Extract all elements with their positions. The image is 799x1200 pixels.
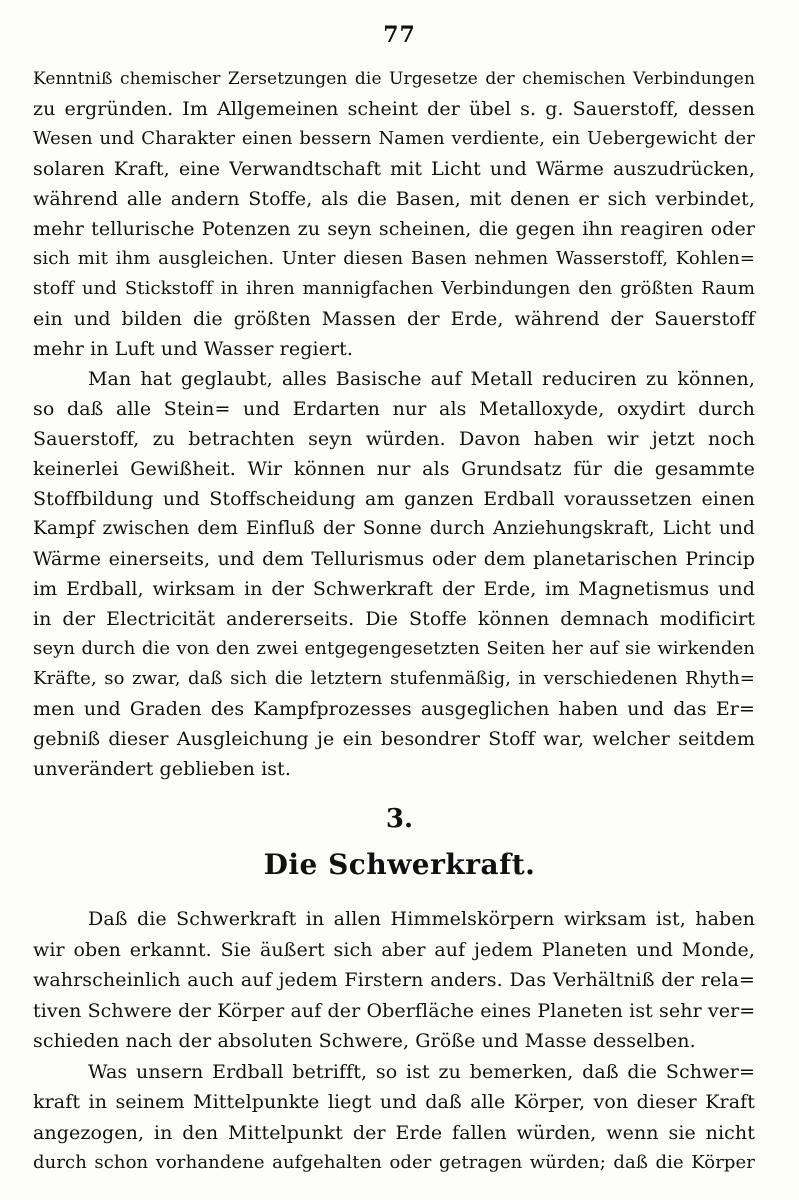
text-line: mehr in Luft und Wasser regiert. — [33, 338, 354, 360]
text-line: im Erdball, wirksam in der Schwerkraft der Erde, im Magnetismus und — [33, 578, 755, 600]
text-line: Wärme einerseits, und dem Tellurismus oder dem planetarischen Princip — [33, 548, 755, 570]
text-line: mehr tellurische Potenzen zu seyn scheinen, die gegen ihn reagiren oder — [33, 218, 755, 240]
text-line: kraft in seinem Mittelpunkte liegt und daß alle Körper, von dieser Kraft — [33, 1091, 755, 1113]
text-line: schieden nach der absoluten Schwere, Größe und Masse desselben. — [33, 1030, 696, 1052]
text-line: gebniß dieser Ausgleichung je ein besondrer Stoff war, welcher seitdem — [33, 728, 755, 750]
text-line: Sauerstoff, zu betrachten seyn würden. Davon haben wir jetzt noch — [33, 428, 755, 450]
text-line: zu ergründen. Im Allgemeinen scheint der übel s. g. Sauerstoff, dessen — [33, 98, 755, 120]
text-line: durch schon vorhandene aufgehalten oder getragen würden; daß die Körper — [33, 1152, 755, 1173]
text-line: unverändert geblieben ist. — [33, 758, 292, 780]
text-line: Stoffbildung und Stoffscheidung am ganzen Erdball voraussetzen einen — [33, 488, 755, 510]
text-line: men und Graden des Kampfprozesses ausgeglichen haben und das Er= — [33, 698, 755, 720]
text-line: Kampf zwischen dem Einfluß der Sonne durch Anziehungskraft, Licht und — [33, 518, 755, 539]
text-line: keinerlei Gewißheit. Wir können nur als Grundsatz für die gesammte — [33, 458, 755, 480]
paragraph-block-gravity — [33, 904, 755, 1179]
section-number: 3. — [385, 804, 414, 834]
text-line: so daß alle Stein= und Erdarten nur als Metalloxyde, oxydirt durch — [33, 398, 755, 420]
page-number: 77 — [383, 22, 416, 48]
text-line: Kenntniß chemischer Zersetzungen die Urgesetze der chemischen Verbindungen — [33, 69, 755, 89]
text-line: Daß die Schwerkraft in allen Himmelskörpern wirksam ist, haben — [88, 908, 755, 930]
text-line: Man hat geglaubt, alles Basische auf Metall reduciren zu können, — [88, 368, 755, 390]
text-line: ein und bilden die größten Massen der Erde, während der Sauerstoff — [33, 308, 755, 330]
text-line: wahrscheinlich auch auf jedem Firstern anders. Das Verhältniß der rela= — [33, 969, 755, 991]
text-line: stoff und Stickstoff in ihren mannigfachen Verbindungen den größten Raum — [33, 278, 755, 299]
text-line: wir oben erkannt. Sie äußert sich aber auf jedem Planeten und Monde, — [33, 938, 755, 961]
text-line: tiven Schwere der Körper auf der Oberfläche eines Planeten ist sehr ver= — [33, 999, 756, 1022]
text-line: Was unsern Erdball betrifft, so ist zu bemerken, daß die Schwer= — [88, 1060, 755, 1083]
text-line: solaren Kraft, eine Verwandtschaft mit Licht und Wärme auszudrücken, — [33, 158, 755, 180]
paragraph-block-chemistry — [33, 64, 755, 784]
text-line: während alle andern Stoffe, als die Basen, mit denen er sich verbindet, — [33, 188, 755, 210]
text-line: Wesen und Charakter einen bessern Namen verdiente, ein Uebergewicht der — [33, 128, 755, 149]
text-line: angezogen, in den Mittelpunkt der Erde fallen würden, wenn sie nicht — [33, 1121, 755, 1144]
text-line: seyn durch die von den zwei entgegengesetzten Seiten her auf sie wirkenden — [33, 638, 755, 659]
text-line: Kräfte, so zwar, daß sich die letztern stufenmäßig, in verschiedenen Rhyth= — [33, 668, 755, 689]
text-line: sich mit ihm ausgleichen. Unter diesen Basen nehmen Wasserstoff, Kohlen= — [33, 248, 755, 269]
text-line: in der Electricität andererseits. Die Stoffe können demnach modificirt — [33, 608, 755, 630]
section-title: Die Schwerkraft. — [263, 848, 536, 881]
